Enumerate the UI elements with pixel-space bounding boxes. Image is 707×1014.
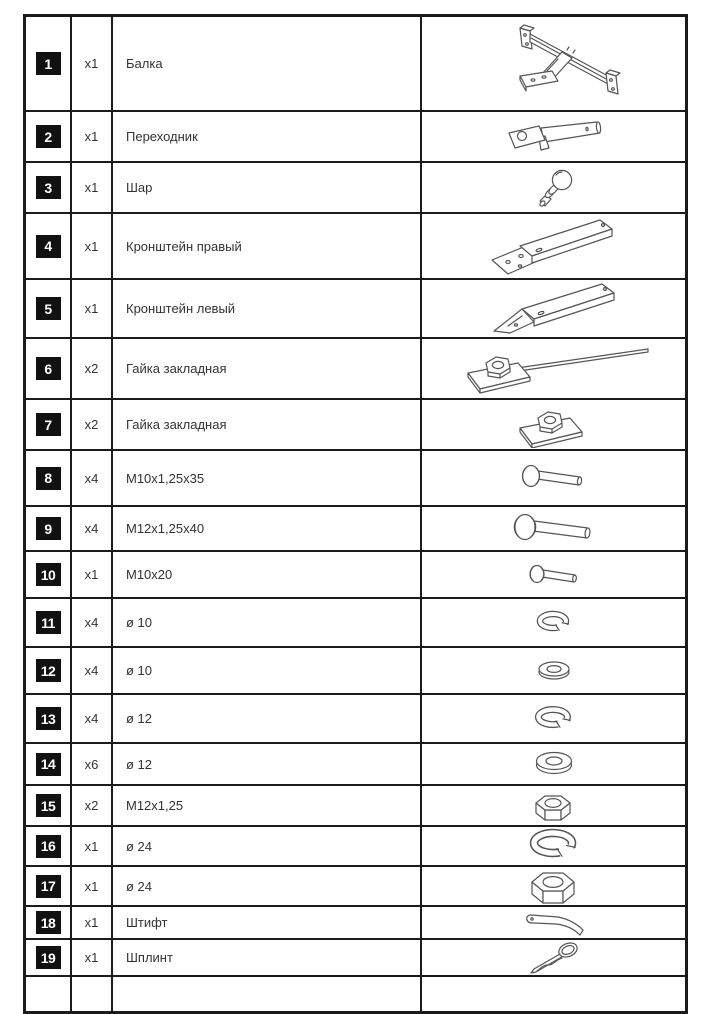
bolt-large-icon bbox=[509, 507, 599, 550]
table-row bbox=[26, 599, 685, 648]
table-row bbox=[26, 339, 685, 400]
towbar-beam-icon bbox=[474, 22, 634, 106]
table-row bbox=[26, 648, 685, 695]
number-cell bbox=[26, 339, 72, 398]
name-cell bbox=[113, 280, 422, 337]
name-cell bbox=[113, 339, 422, 398]
table-row bbox=[26, 552, 685, 599]
qty-cell bbox=[72, 940, 113, 975]
adapter-icon bbox=[499, 117, 609, 157]
qty-cell bbox=[72, 400, 113, 449]
hex-nut-icon bbox=[530, 787, 578, 825]
name-cell bbox=[113, 552, 422, 597]
part-number-badge: 1 bbox=[36, 52, 61, 75]
image-cell bbox=[422, 451, 685, 505]
qty-cell bbox=[72, 695, 113, 742]
number-cell bbox=[26, 695, 72, 742]
part-number-badge: 2 bbox=[36, 125, 61, 148]
number-cell bbox=[26, 599, 72, 646]
image-cell bbox=[422, 977, 685, 1011]
slide-nut-icon bbox=[504, 402, 604, 448]
part-name-label: M12x1,25 bbox=[126, 798, 184, 813]
quantity-label: x6 bbox=[84, 756, 99, 772]
table-row bbox=[26, 907, 685, 940]
part-number-badge: 19 bbox=[36, 946, 61, 969]
qty-cell bbox=[72, 17, 113, 110]
spring-washer-small-icon bbox=[530, 608, 578, 638]
flat-washer-small-icon bbox=[529, 657, 579, 685]
number-cell bbox=[26, 940, 72, 975]
name-cell bbox=[113, 977, 422, 1011]
image-cell bbox=[422, 786, 685, 825]
quantity-label: x1 bbox=[84, 180, 99, 195]
part-name-label: Гайка закладная bbox=[126, 361, 227, 376]
name-cell bbox=[113, 827, 422, 865]
image-cell bbox=[422, 17, 685, 110]
part-name-label: ø 10 bbox=[126, 615, 153, 630]
number-cell bbox=[26, 827, 72, 865]
part-name-label: Гайка закладная bbox=[126, 417, 227, 432]
name-cell bbox=[113, 940, 422, 975]
name-cell bbox=[113, 400, 422, 449]
table-row bbox=[26, 744, 685, 786]
number-cell bbox=[26, 977, 72, 1011]
number-cell bbox=[26, 552, 72, 597]
bracket-left-icon bbox=[478, 280, 630, 337]
qty-cell bbox=[72, 214, 113, 278]
table-row bbox=[26, 214, 685, 280]
part-number-badge: 15 bbox=[36, 794, 61, 817]
table-row bbox=[26, 112, 685, 163]
quantity-label: x4 bbox=[84, 470, 99, 486]
number-cell bbox=[26, 17, 72, 110]
table-row bbox=[26, 451, 685, 507]
slide-nut-wire-icon bbox=[448, 343, 660, 395]
part-name-label: ø 24 bbox=[126, 838, 153, 854]
part-name-label: Переходник bbox=[126, 129, 198, 144]
part-number-badge: 16 bbox=[36, 835, 61, 858]
qty-cell bbox=[72, 280, 113, 337]
image-cell bbox=[422, 907, 685, 938]
number-cell bbox=[26, 786, 72, 825]
table-row bbox=[26, 17, 685, 112]
part-number-badge: 4 bbox=[36, 235, 61, 258]
table-row bbox=[26, 163, 685, 214]
image-cell bbox=[422, 112, 685, 161]
part-number-badge: 7 bbox=[36, 413, 61, 436]
part-number-badge: 8 bbox=[36, 467, 61, 490]
name-cell bbox=[113, 17, 422, 110]
qty-cell bbox=[72, 507, 113, 550]
quantity-label: x1 bbox=[84, 56, 99, 71]
quantity-label: x1 bbox=[84, 567, 99, 582]
part-number-badge: 10 bbox=[36, 563, 61, 586]
part-number-badge: 17 bbox=[36, 875, 61, 898]
part-name-label: ø 12 bbox=[126, 711, 153, 726]
part-number-badge: 18 bbox=[36, 911, 61, 934]
quantity-label: x4 bbox=[84, 521, 99, 536]
image-cell bbox=[422, 744, 685, 784]
quantity-label: x1 bbox=[84, 950, 99, 965]
spring-washer-large-icon bbox=[522, 827, 586, 865]
flat-washer-large-icon bbox=[526, 748, 582, 780]
part-name-label: ø 24 bbox=[126, 878, 153, 894]
quantity-label: x1 bbox=[84, 838, 99, 854]
part-name-label: Шплинт bbox=[126, 950, 173, 965]
qty-cell bbox=[72, 648, 113, 693]
quantity-label: x4 bbox=[84, 711, 99, 726]
part-name-label: ø 10 bbox=[126, 663, 153, 678]
number-cell bbox=[26, 214, 72, 278]
part-name-label: ø 12 bbox=[126, 756, 153, 772]
table-row bbox=[26, 507, 685, 552]
image-cell bbox=[422, 867, 685, 905]
name-cell bbox=[113, 907, 422, 938]
number-cell bbox=[26, 451, 72, 505]
qty-cell bbox=[72, 552, 113, 597]
name-cell bbox=[113, 867, 422, 905]
quantity-label: x1 bbox=[84, 915, 99, 930]
image-cell bbox=[422, 214, 685, 278]
image-cell bbox=[422, 599, 685, 646]
qty-cell bbox=[72, 599, 113, 646]
spring-washer-medium-icon bbox=[528, 703, 580, 735]
bolt-medium-icon bbox=[517, 459, 591, 497]
parts-table bbox=[23, 14, 688, 1014]
image-cell bbox=[422, 280, 685, 337]
image-cell bbox=[422, 400, 685, 449]
qty-cell bbox=[72, 977, 113, 1011]
part-number-badge: 6 bbox=[36, 357, 61, 380]
part-name-label: Кронштейн правый bbox=[126, 238, 242, 254]
cotter-pin-icon bbox=[523, 940, 585, 975]
part-name-label: Кронштейн левый bbox=[126, 301, 236, 316]
number-cell bbox=[26, 907, 72, 938]
quantity-label: x1 bbox=[84, 878, 99, 894]
name-cell bbox=[113, 507, 422, 550]
quantity-label: x4 bbox=[84, 615, 99, 630]
part-number-badge: 12 bbox=[36, 659, 61, 682]
part-name-label: M10x20 bbox=[126, 567, 173, 582]
number-cell bbox=[26, 744, 72, 784]
part-number-badge: 14 bbox=[36, 753, 61, 776]
image-cell bbox=[422, 163, 685, 212]
hitch-ball-icon bbox=[528, 166, 580, 210]
number-cell bbox=[26, 163, 72, 212]
part-name-label: Балка bbox=[126, 56, 163, 71]
bracket-right-icon bbox=[478, 214, 630, 278]
part-number-badge: 3 bbox=[36, 176, 61, 199]
quantity-label: x2 bbox=[84, 798, 99, 813]
number-cell bbox=[26, 507, 72, 550]
image-cell bbox=[422, 552, 685, 597]
table-row bbox=[26, 786, 685, 827]
number-cell bbox=[26, 280, 72, 337]
qty-cell bbox=[72, 907, 113, 938]
part-number-badge: 11 bbox=[36, 611, 61, 634]
quantity-label: x1 bbox=[84, 129, 99, 144]
table-row bbox=[26, 940, 685, 977]
name-cell bbox=[113, 112, 422, 161]
table-row bbox=[26, 827, 685, 867]
number-cell bbox=[26, 112, 72, 161]
table-row bbox=[26, 867, 685, 907]
image-cell bbox=[422, 507, 685, 550]
number-cell bbox=[26, 400, 72, 449]
table-row bbox=[26, 280, 685, 339]
name-cell bbox=[113, 599, 422, 646]
qty-cell bbox=[72, 451, 113, 505]
name-cell bbox=[113, 451, 422, 505]
number-cell bbox=[26, 867, 72, 905]
name-cell bbox=[113, 786, 422, 825]
quantity-label: x1 bbox=[84, 238, 99, 254]
name-cell bbox=[113, 744, 422, 784]
name-cell bbox=[113, 163, 422, 212]
qty-cell bbox=[72, 744, 113, 784]
quantity-label: x1 bbox=[84, 301, 99, 316]
qty-cell bbox=[72, 112, 113, 161]
part-number-badge: 9 bbox=[36, 517, 61, 540]
bent-pin-icon bbox=[521, 909, 587, 937]
qty-cell bbox=[72, 827, 113, 865]
name-cell bbox=[113, 695, 422, 742]
quantity-label: x2 bbox=[84, 417, 99, 432]
image-cell bbox=[422, 695, 685, 742]
bolt-small-icon bbox=[525, 560, 583, 590]
image-cell bbox=[422, 339, 685, 398]
qty-cell bbox=[72, 163, 113, 212]
image-cell bbox=[422, 940, 685, 975]
table-row-empty bbox=[26, 977, 685, 1011]
quantity-label: x4 bbox=[84, 663, 99, 678]
table-row bbox=[26, 400, 685, 451]
image-cell bbox=[422, 827, 685, 865]
quantity-label: x2 bbox=[84, 361, 99, 376]
hex-nut-large-icon bbox=[525, 867, 583, 905]
part-number-badge: 13 bbox=[36, 707, 61, 730]
part-name-label: Штифт bbox=[126, 915, 168, 930]
part-name-label: Шар bbox=[126, 180, 153, 195]
name-cell bbox=[113, 648, 422, 693]
part-number-badge: 5 bbox=[36, 297, 61, 320]
qty-cell bbox=[72, 786, 113, 825]
name-cell bbox=[113, 214, 422, 278]
part-name-label: M10x1,25x35 bbox=[126, 470, 205, 486]
table-row bbox=[26, 695, 685, 744]
number-cell bbox=[26, 648, 72, 693]
qty-cell bbox=[72, 867, 113, 905]
image-cell bbox=[422, 648, 685, 693]
qty-cell bbox=[72, 339, 113, 398]
part-name-label: M12x1,25x40 bbox=[126, 521, 205, 536]
